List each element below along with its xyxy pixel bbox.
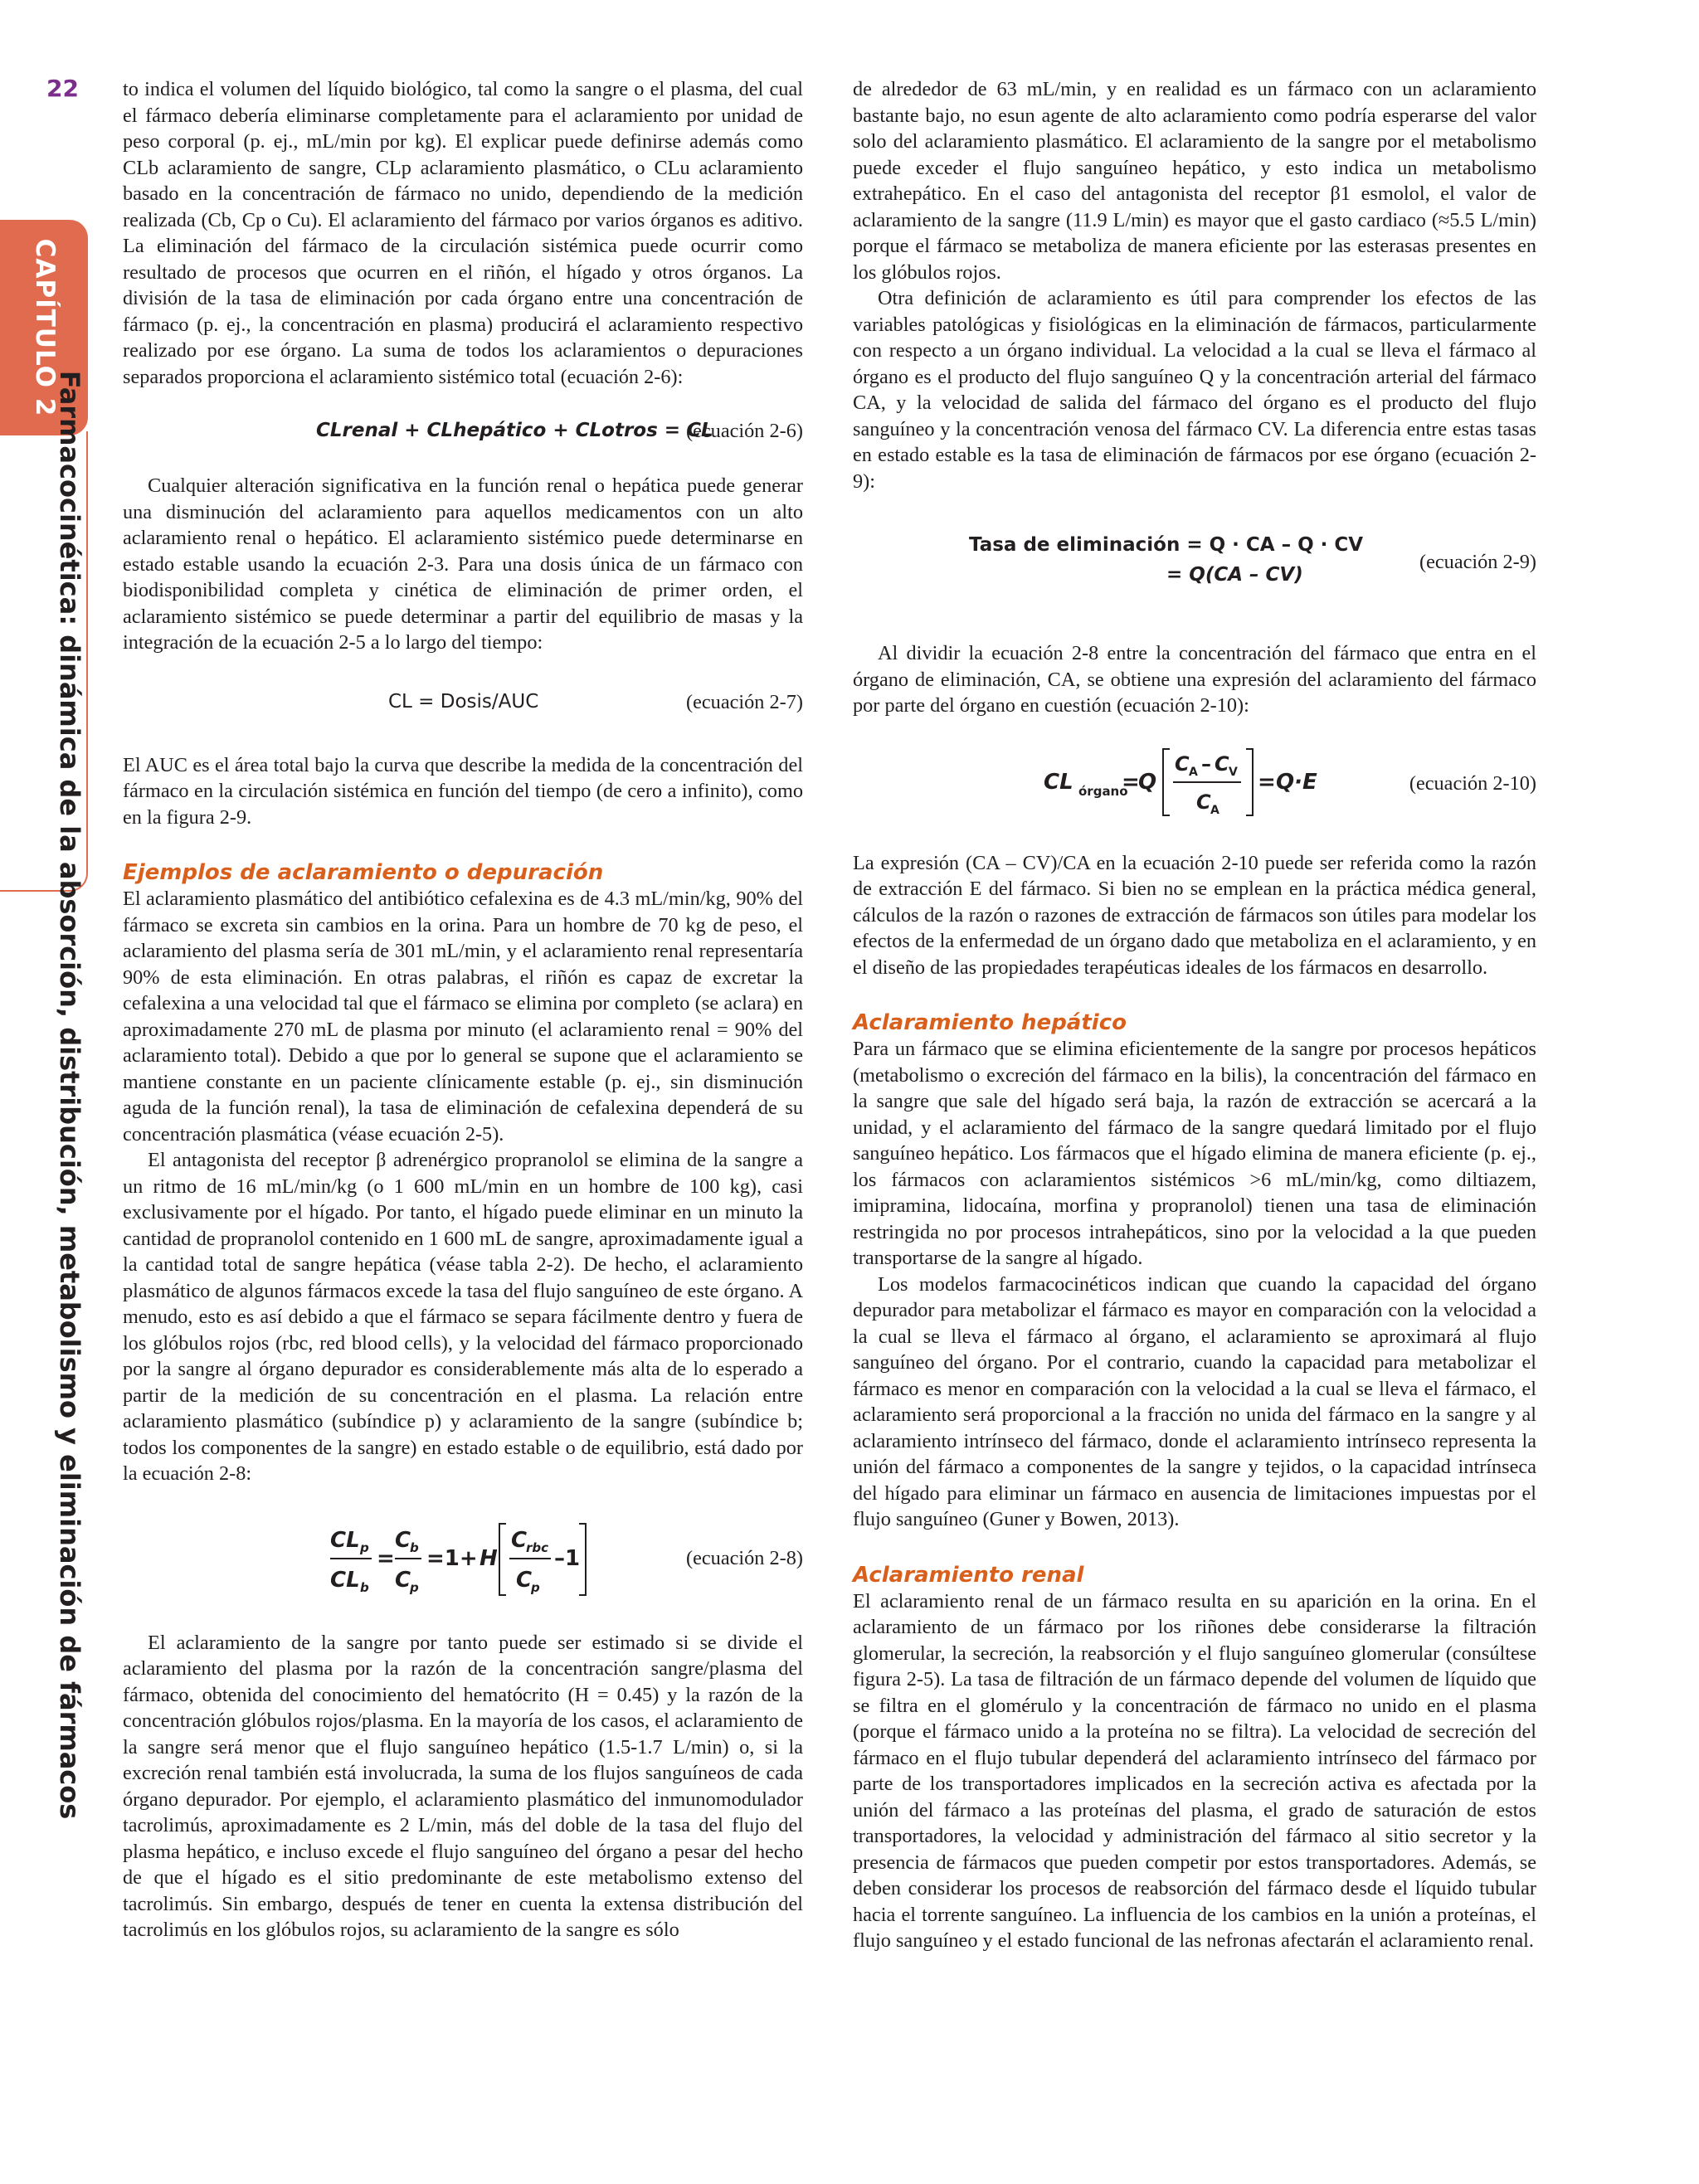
svg-text:–1: –1 [554,1545,581,1571]
svg-text:C: C [395,1527,411,1553]
equation-line: Tasa de eliminación = Q · CA – Q · CV [969,534,1364,556]
paragraph: La expresión (CA – CV)/CA en la ecuación 2-10 puede ser referida como la razón de extracción E del fármaco. Si bien no se emplean en la práctica médica general, cálculos de la razón o razones de extracción de fármacos son útiles para modelar los efectos de la enfermedad de un órgano dado que metaboliza en el aclaramiento, y en el diseño de las propiedades terapéuticas ideales de los fármacos en desarrollo. [853,851,1536,979]
svg-text:=: = [1258,769,1276,795]
equation-2-6 [123,406,803,453]
paragraph: Para un fármaco que se elimina eficientemente de la sangre por procesos hepáticos (metabolismo o excreción del fármaco en la bilis), la concentración del fármaco en la sangre que sale del hígado será baja, la razón de extracción se acercará a la unidad, y el aclaramiento del fármaco de la sangre quedará limitado por el flujo sanguíneo hepático. Los fármacos que el hígado elimina de manera eficiente (p. ej., los fármacos con aclaramientos sistémicos >6 mL/min/kg, como diltiazem, imipramina, lidocaína, morfina y propranolol) tienen una tasa de eliminación restringida no por procesos intrahepáticos, sino por la velocidad a la que pueden transportarse de la sangre al hígado. [853,1038,1536,1269]
paragraph: Otra definición de aclaramiento es útil para comprender los efectos de las variables patológicas y fisiológicas en la eliminación de fármacos, particularmente con respecto a un órgano individual. La velocidad a la cual se lleva el fármaco al órgano es el producto del flujo sanguíneo Q y la concentración arterial del fármaco CA, y la velocidad de salida del fármaco del órgano es el producto del flujo sanguíneo y la concentración venosa del fármaco CV. La diferencia entre estas tasas en estado estable es la tasa de eliminación de fármacos por ese órgano (ecuación 2-9): [853,287,1536,493]
paragraph: El aclaramiento de la sangre por tanto puede ser estimado si se divide el aclaramiento del plasma por la razón de la concentración sangre/plasma del fármaco, obtenida del conocimiento del hematócrito (H = 0.45) y la razón de la concentración glóbulos rojos/plasma. En la mayoría de los casos, el aclaramiento de la sangre será menor que el flujo sanguíneo hepático (1.5-1.7 L/min) o, si la excreción renal también está involucrada, la suma de los flujos sanguíneos de cada órgano depurador. Por ejemplo, el aclaramiento plasmático del inmunomodulador tacrolimús, aproximadamente es 2 L/min, más del doble de la tasa del flujo del plasma hepático, e incluso excede el flujo sanguíneo del órgano a pesar del hecho de que el hígado es el sitio predominante de este metabolismo extenso del tacrolimús. Sin embargo, después de tener en cuenta la extensa distribución del tacrolimús en los glóbulos rojos, su aclaramiento de la sangre es sólo [123,1631,803,1941]
left-column [123,76,803,1943]
section-heading: Aclaramiento renal [853,1562,1084,1588]
svg-text:p: p [531,1579,540,1595]
svg-text:rbc: rbc [526,1540,549,1555]
equation-label: (ecuación 2-8) [686,1546,803,1569]
equation-label: (ecuación 2-6) [686,420,803,442]
svg-text:Q: Q [1138,769,1157,795]
equation-formula: CL = Dosis/AUC [388,690,539,713]
svg-text:=: = [377,1545,395,1571]
paragraph: to indica el volumen del líquido biológico, tal como la sangre o el plasma, del cual el fármaco debería eliminarse completamente para el aclaramiento por unidad de peso corporal (p. ej., mL/min por kg). El explicar puede definirse además como CLb aclaramiento de sangre, CLp aclaramiento plasmático, o CLu aclaramiento basado en la concentración de fármaco no unido, dependiendo de la medición realizada (Cb, Cp o Cu). El aclaramiento del fármaco por varios órganos es aditivo. La eliminación del fármaco de la circulación sistémica puede ocurrir como resultado de procesos que ocurren en el riñón, el hígado y otros órganos. La división de la tasa de eliminación por cada órgano entre una concentración de fármaco (p. ej., la concentración en plasma) producirá el aclaramiento respectivo realizado por ese órgano. La suma de todos los aclaramientos o depuraciones separados proporciona el aclaramiento sistémico total (ecuación 2-6): [123,78,803,388]
section-heading: Ejemplos de aclaramiento o depuración [123,860,604,885]
equation-2-10 [853,742,1536,822]
paragraph: El aclaramiento plasmático del antibiótico cefalexina es de 4.3 mL/min/kg, 90% del fármaco se excreta sin cambios en la orina. Para un hombre de 70 kg de peso, el aclaramiento del plasma sería de 301 mL/min, y el aclaramiento renal representaría 90% de esta eliminación. En otras palabras, el riñón es capaz de excretar la cefalexina a una velocidad tal que el fármaco se elimina por completo (se aclara) en aproximadamente 270 mL de plasma por minuto (el aclaramiento renal = 90% del aclaramiento total). Debido a que por lo general se supone que el aclaramiento se mantiene constante en un paciente clínicamente estable (p. ej., sin disminución aguda de la función renal), la tasa de eliminación de cefalexina dependerá de su concentración plasmática (véase ecuación 2-5). [123,888,803,1146]
paragraph: El AUC es el área total bajo la curva que describe la medida de la concentración del fármaco en la circulación sistémica en función del tiempo (de cero a infinito), como en la figura 2-9. [123,753,803,829]
equation-label: (ecuación 2-9) [1419,551,1536,573]
paragraph: Los modelos farmacocinéticos indican que cuando la capacidad del órgano depurador para metabolizar el fármaco es mayor en comparación con la velocidad a la cual se lleva el fármaco al órgano, el aclaramiento se aproximará al flujo sanguíneo del órgano. Por el contrario, cuando la capacidad para metabolizar el fármaco es menor en comparación con la velocidad a la cual se lleva el fármaco, el aclaramiento será proporcional a la fracción no unida del fármaco en la sangre y al aclaramiento intrínseco del fármaco, donde el aclaramiento intrínseco representa la unión del fármaco a componentes de la sangre y tejidos, o la capacidad intrínseca del hígado para eliminar un fármaco en ausencia de limitaciones impuestas por el flujo sanguíneo (Guner y Bowen, 2013). [853,1272,1536,1530]
equation-2-8 [123,1512,803,1602]
svg-text:C: C [395,1567,411,1593]
equation-2-10-formula [1044,742,1359,822]
equation-line: = Q(CA – CV) [1166,564,1303,586]
equation-formula: CLrenal + CLhepático + CLotros = CL [316,420,713,441]
svg-text:p: p [410,1579,419,1595]
svg-text:C: C [511,1527,528,1553]
svg-text:H: H [480,1545,498,1571]
svg-text:A: A [1210,803,1219,817]
paragraph: Al dividir la ecuación 2-8 entre la concentración del fármaco que entra en el órgano de eliminación, CA, se obtiene una expresión del aclaramiento del fármaco por parte del órgano en cuestión (ecuación 2-10): [853,642,1536,717]
svg-text:C: C [1175,752,1190,776]
svg-text:C: C [1196,790,1211,814]
svg-text:C: C [1215,752,1229,776]
paragraph: Cualquier alteración significativa en la función renal o hepática puede generar una disminución del aclaramiento para aquellos medicamentos con un alto aclaramiento renal o hepático. El aclaramiento sistémico puede determinarse en estado estable usando la ecuación 2-3. Para una dosis única de un fármaco con biodisponibilidad completa y cinética de eliminación de primer orden, el aclaramiento sistémico se puede determinar a partir del equilibrio de masas y la integración de la ecuación 2-5 a lo largo del tiempo: [123,474,803,654]
paragraph: de alrededor de 63 mL/min, y en realidad es un fármaco con un aclaramiento bastante bajo, no esun agente de alto aclaramiento como podría esperarse del valor solo del aclaramiento plasmático. El aclaramiento de la sangre por el metabolismo puede exceder el flujo sanguíneo hepático, y esto indica un metabolismo extrahepático. En el caso del antagonista del receptor β1 esmolol, el valor de aclaramiento de la sangre (11.9 L/min) es mayor que el gasto cardiaco (≈5.5 L/min) porque el fármaco se metaboliza de manera eficiente por las esterasas presentes en los glóbulos rojos. [853,78,1536,284]
page-number: 22 [46,75,79,102]
svg-text:CL: CL [330,1527,360,1553]
svg-text:=1+: =1+ [426,1545,478,1571]
right-column [853,76,1536,1954]
equation-2-8-formula [330,1512,612,1602]
svg-text:Q·E: Q·E [1276,769,1317,795]
equation-label: (ecuación 2-10) [1409,771,1536,795]
running-title: Farmacocinética: dinámica de la absorción, distribución, metabolismo y eliminación de fármacos [54,370,85,1820]
svg-text:CL: CL [1044,769,1073,795]
svg-text:órgano: órgano [1078,783,1128,799]
svg-text:V: V [1229,765,1238,779]
paragraph: El antagonista del receptor β adrenérgico propranolol se elimina de la sangre a un ritmo de 16 mL/min/kg (o 1 600 mL/min en un hombre de 100 kg), casi exclusivamente por el hígado. Por tanto, el hígado puede eliminar en un minuto la cantidad de propranolol contenido en 1 600 mL de sangre, aproximadamente igual a la cantidad total de sangre hepática (véase tabla 2-2). De hecho, el aclaramiento plasmático de algunos fármacos excede la tasa del flujo sanguíneo de este órgano. A menudo, esto es así debido a que el fármaco se separa fácilmente dentro y fuera de los glóbulos rojos (rbc, red blood cells), y la velocidad del fármaco proporcionado por la sangre al órgano depurador es considerablemente más alta de lo esperado a partir de la medición de su concentración en el plasma. La relación entre aclaramiento plasmático (subíndice p) y aclaramiento de la sangre (subíndice b; todos los componentes de la sangre) en estado estable o de equilibrio, está dado por la ecuación 2-8: [123,1149,803,1485]
equation-label: (ecuación 2-7) [686,690,803,713]
svg-text:b: b [410,1540,419,1555]
svg-text:–: – [1201,752,1211,776]
svg-text:CL: CL [330,1567,360,1593]
paragraph: El aclaramiento renal de un fármaco resulta en su aparición en la orina. En el aclaramiento de un fármaco por los riñones debe considerarse la filtración glomerular, la secreción, la reabsorción y el flujo sanguíneo glomerular (consúltese figura 2-5). La tasa de filtración de un fármaco depende del volumen de líquido que se filtra en el glomérulo y la concentración de fármaco no unido en el plasma (porque el fármaco unido a la proteína no se filtra). La velocidad de secreción del fármaco en el flujo tubular dependerá del aclaramiento intrínseco del fármaco por parte de los transportadores implicados en la secreción activa es afectada por la unión del fármaco a las proteínas del plasma, el grado de saturación de estos transportadores, la velocidad y administración del fármaco al sitio secretor y la presencia de fármacos que pueden competir por estos transportadores. Además, se deben considerar los procesos de reabsorción del fármaco desde el líquido tubular hacia el torrente sanguíneo. La influencia de los cambios en la unión a proteínas, el flujo sanguíneo y el estado funcional de las nefronas afectarán el aclaramiento renal. [853,1589,1536,1952]
chapter-tab-label: CAPÍTULO 2 [30,238,60,417]
svg-text:p: p [360,1540,369,1555]
svg-text:C: C [516,1567,533,1593]
equation-2-9 [853,524,1536,604]
equation-2-7 [123,678,803,727]
svg-text:A: A [1189,765,1198,779]
svg-text:=: = [1122,769,1140,795]
svg-text:b: b [360,1579,369,1595]
section-heading: Aclaramiento hepático [853,1010,1127,1035]
